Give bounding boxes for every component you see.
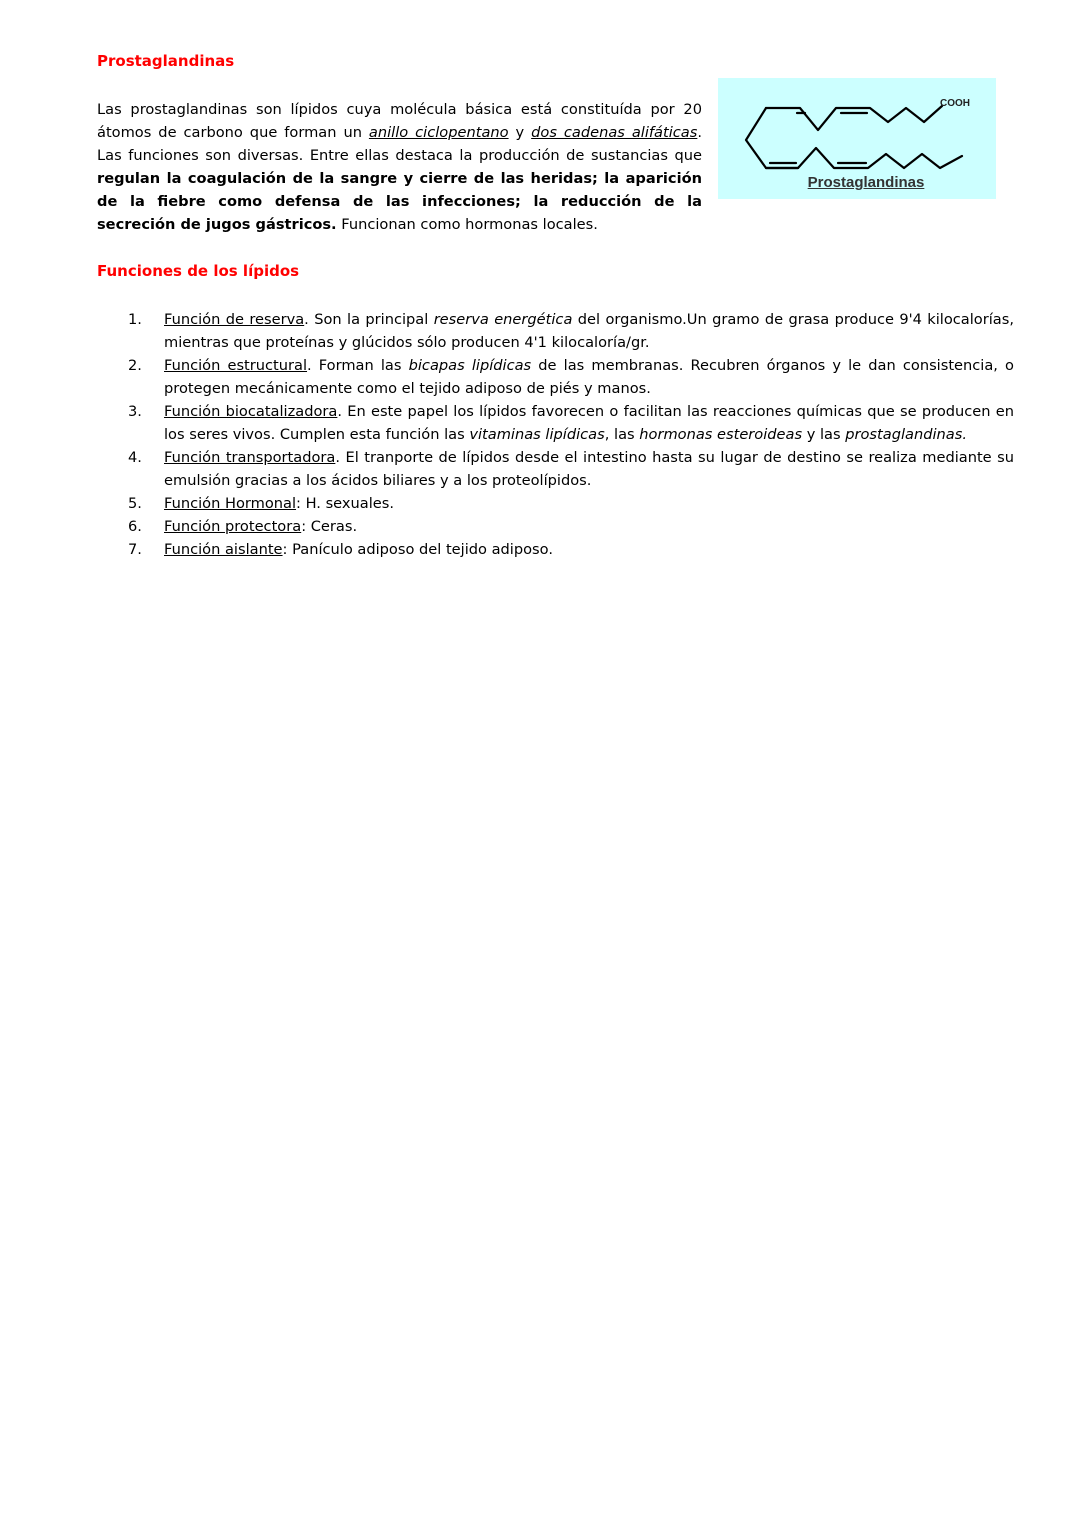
list-item [128, 308, 1014, 354]
list-number: 2. [128, 357, 142, 374]
item-italic: reserva energética [433, 311, 573, 328]
function-term: Función de reserva [164, 311, 305, 328]
item-text: : H. sexuales. [296, 495, 395, 512]
item-text: : Ceras. [301, 518, 358, 535]
function-term: Función Hormonal [164, 495, 297, 512]
function-term: Función estructural [164, 357, 308, 374]
item-text: . Forman las [307, 357, 409, 374]
para-text: y [508, 124, 532, 141]
functions-list [128, 308, 1014, 561]
item-italic: prostaglandinas. [845, 426, 967, 443]
list-number: 7. [128, 541, 142, 558]
item-text: . El tranporte de lípidos desde el intestino hasta su lugar de destino se realiza mediante su emulsión gracias a los ácidos biliares y a los proteolípidos. [164, 449, 1015, 489]
para-underlined-term: anillo ciclopentano [368, 124, 509, 141]
para-underlined-term: dos cadenas alifáticas [531, 124, 698, 141]
function-term: Función transportadora [164, 449, 336, 466]
item-text: del organismo.Un gramo de grasa produce 9'4 kilocalorías, mientras que proteínas y glúcidos sólo producen 4'1 kilocaloría/gr. [164, 311, 1014, 351]
list-item [128, 400, 1014, 446]
list-number: 3. [128, 403, 142, 420]
item-text: , las [604, 426, 640, 443]
list-number: 4. [128, 449, 142, 466]
list-item [128, 538, 1014, 561]
item-italic: vitaminas lipídicas [469, 426, 605, 443]
para-text: Funcionan como hormonas locales. [336, 216, 598, 233]
prostaglandinas-paragraph [97, 98, 702, 236]
list-item [128, 354, 1014, 400]
list-item [128, 515, 1014, 538]
list-number: 6. [128, 518, 142, 535]
item-text: y las [802, 426, 846, 443]
function-term: Función biocatalizadora [164, 403, 338, 420]
item-text: . Son la principal [304, 311, 434, 328]
list-item [128, 492, 1014, 515]
item-italic: hormonas esteroideas [639, 426, 803, 443]
figure-caption: Prostaglandinas [807, 174, 925, 191]
cooh-label: COOH [940, 98, 970, 109]
list-item [128, 446, 1014, 492]
list-number: 5. [128, 495, 142, 512]
para-text: . Las funciones son diversas. Entre ellas destaca la producción de sustancias que [97, 124, 702, 164]
item-italic: bicapas lipídicas [408, 357, 532, 374]
item-text: : Panículo adiposo del tejido adiposo. [282, 541, 553, 558]
para-bold-text: regulan la coagulación de la sangre y cierre de las heridas; la aparición de la fiebre como defensa de las infecciones; la reducción de la secreción de jugos gástricos. [97, 170, 702, 233]
prostaglandin-structure-figure [718, 78, 996, 199]
section-title-funciones: Funciones de los lípidos [97, 262, 300, 280]
para-text: Las prostaglandinas son lípidos cuya molécula básica está constituída por 20 átomos de carbono que forman un [97, 101, 702, 141]
function-term: Función protectora [164, 518, 302, 535]
section-title-prostaglandinas: Prostaglandinas [97, 52, 235, 70]
list-number: 1. [128, 311, 142, 328]
item-text: de las membranas. Recubren órganos y le dan consistencia, o protegen mecánicamente como el tejido adiposo de piés y manos. [164, 357, 1014, 397]
function-term: Función aislante [164, 541, 283, 558]
item-text: . En este papel los lípidos favorecen o facilitan las reacciones químicas que se producen en los seres vivos. Cumplen esta función las [164, 403, 1014, 443]
